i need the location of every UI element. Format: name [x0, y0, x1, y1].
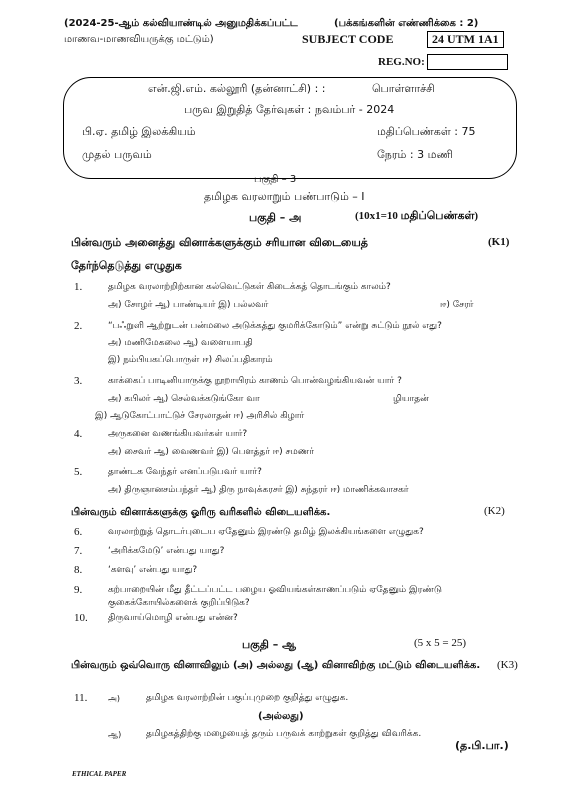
question-text: தமிழகத்திற்கு மழையைத் தரும் பருவக் காற்றுகள் குறித்து விவரிக்க.: [146, 729, 422, 739]
question-number: 7.: [74, 545, 83, 557]
question-number: 5.: [74, 466, 83, 478]
question-options: இ) நம்பியகப்பொருள் ஈ) சிலப்பதிகாரம்: [108, 355, 273, 365]
college-name: என்.ஜி.எம். கல்லூரி (தன்னாட்சி) : :: [148, 82, 326, 95]
or-label: (அல்லது): [258, 711, 304, 722]
question-text-cont: குகைக்கோயில்களைக் குறிப்பிடுக?: [108, 598, 250, 608]
question-number: 11.: [74, 692, 88, 704]
k1-level: (K1): [488, 236, 510, 248]
section-a-instruction-cont: தேர்ந்தெடுத்து எழுதுக: [71, 259, 182, 272]
question-option: ஈ) சேரர்: [440, 300, 474, 310]
section-a-title: பகுதி – அ: [249, 211, 302, 224]
paper-title: தமிழக வரலாறும் பண்பாடும் – I: [204, 190, 365, 203]
section-b-marks: (5 x 5 = 25): [414, 637, 467, 649]
question-number: 6.: [74, 526, 83, 538]
question-number: 10.: [74, 612, 88, 624]
question-text: தமிழக வரலாற்றின் பகுப்புமுறை குறித்து எழுதுக.: [146, 693, 349, 703]
question-number: 1.: [74, 281, 83, 293]
duration: நேரம் : 3 மணி: [377, 148, 453, 161]
k2-level: (K2): [484, 505, 505, 517]
k3-level: (K3): [497, 659, 518, 671]
footer-label: ETHICAL PAPER: [72, 770, 127, 778]
question-options: அ) கபிலர் ஆ) செல்வக்கடுங்கோ வா: [108, 394, 260, 404]
question-options: அ) திருஞானசம்பந்தர் ஆ) திரு நாவுக்கரசர் இ) சுந்தரர் ஈ) மாணிக்கவாசகர்: [108, 485, 409, 495]
question-options: இ) ஆடுகோட்பாட்டுச் சேரலாதன் ஈ) அரிசில் கிழார்: [95, 411, 305, 421]
option-label-a: அ): [108, 694, 121, 703]
question-text: தாண்டக வேந்தர் எனப்படுபவர் யார்?: [108, 467, 262, 477]
question-text: வரலாற்றுத் தொடர்புடைய ஏதேனும் இரண்டு தமிழ் இலக்கியங்களை எழுதுக?: [108, 527, 424, 537]
question-number: 3.: [74, 375, 83, 387]
question-text: திருவாய்மொழி என்பது என்ன?: [108, 613, 238, 623]
page-count: (பக்கங்களின் எண்ணிக்கை : 2): [334, 18, 479, 29]
question-options: அ) சோழர் ஆ) பாண்டியர் இ) பல்லவர்: [108, 300, 269, 310]
continued-label: (த.பி.பா.): [455, 739, 509, 752]
question-text: தமிழக வரலாற்றிற்கான கல்வெட்டுகள் கிடைக்கத் தொடங்கும் காலம்?: [108, 282, 391, 292]
question-options: அ) சைவர் ஆ) வைணவர் இ) பௌத்தர் ஈ) சமணர்: [108, 447, 314, 457]
admission-note: (2024-25-ஆம் கல்வியாண்டில் அனுமதிக்கப்பட்ட: [64, 18, 298, 29]
question-number: 9.: [74, 584, 83, 596]
question-text: ‘அரிக்கமேடு’ என்பது யாது?: [108, 546, 225, 556]
section-a-marks: (10x1=10 மதிப்பெண்கள்): [355, 210, 479, 222]
question-text: ‘களவு’ என்பது யாது?: [108, 565, 198, 575]
section-b-title: பகுதி – ஆ: [242, 638, 296, 651]
reg-no-box: [427, 54, 508, 70]
subject-code: 24 UTM 1A1: [427, 31, 504, 48]
question-text: காக்கைப் பாடினியாருக்கு நூறாயிரம் காணம் பொன்வழங்கியவன் யார் ?: [108, 376, 402, 386]
question-text: அருகனை வணங்கியவர்கள் யார்?: [108, 429, 248, 439]
short-answer-instruction: பின்வரும் வினாக்களுக்கு ஓரிரு வரிகளில் விடையளிக்க.: [71, 507, 331, 518]
subject-code-label: SUBJECT CODE: [302, 32, 394, 46]
question-options: அ) மணிமேகலை ஆ) வளையாபதி: [108, 338, 253, 348]
option-label-b: ஆ): [108, 730, 122, 739]
question-number: 8.: [74, 564, 83, 576]
question-number: 2.: [74, 320, 83, 332]
part-label: பகுதி – 3: [254, 174, 297, 185]
semester: முதல் பருவம்: [82, 148, 152, 161]
students-note: மாணவ-மாணவியருக்கு மட்டும்): [64, 34, 214, 45]
exam-title: பருவ இறுதித் தேர்வுகள் : நவம்பர் - 2024: [184, 103, 395, 116]
course-name: பி.ஏ. தமிழ் இலக்கியம்: [82, 125, 196, 138]
max-marks: மதிப்பெண்கள் : 75: [377, 125, 476, 138]
question-options-cont: ழியாதன்: [393, 394, 429, 404]
reg-no-label: REG.NO:: [378, 56, 425, 68]
question-text: “பஃறுளி ஆற்றுடன் பன்மலை அடுக்கத்து குமரிக்கோடும்” என்று சுட்டும் நூல் எது?: [108, 321, 442, 331]
question-text: கற்பாறையின் மீது தீட்டப்பட்ட பழைய ஓவியங்கள்காணப்படும் ஏதேனும் இரண்டு: [108, 585, 442, 595]
section-a-instruction: பின்வரும் அனைத்து வினாக்களுக்கும் சரியான விடையைத்: [71, 236, 368, 249]
section-b-instruction: பின்வரும் ஒவ்வொரு வினாவிலும் (அ) அல்லது (ஆ) வினாவிற்கு மட்டும் விடையளிக்க.: [71, 660, 481, 671]
question-number: 4.: [74, 428, 83, 440]
college-place: பொள்ளாச்சி: [372, 82, 435, 95]
